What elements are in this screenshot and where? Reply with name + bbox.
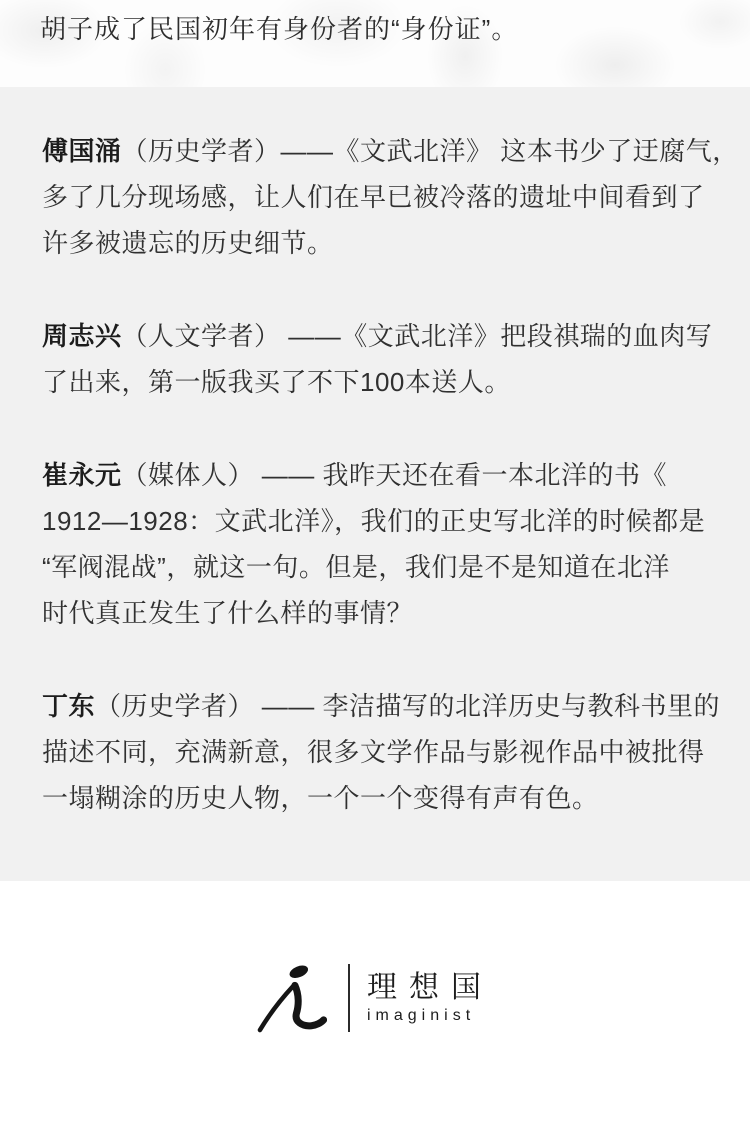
quote-line: “军阀混战”，就这一句。但是，我们是不是知道在北洋 xyxy=(42,552,670,582)
quote-line: 描述不同，充满新意，很多文学作品与影视作品中被批得 xyxy=(42,737,705,767)
quotes-panel xyxy=(0,87,750,881)
quote-author-name: 傅国涌 xyxy=(42,136,122,166)
quote-line-text: （人文学者） ——《文武北洋》把段祺瑞的血肉写 xyxy=(121,321,713,351)
quote-line: 多了几分现场感，让人们在早已被冷落的遗址中间看到了 xyxy=(42,182,705,212)
quote-line: 时代真正发生了什么样的事情？ xyxy=(42,598,414,628)
quote-line xyxy=(42,452,720,498)
hero-caption: 胡子成了民国初年有身份者的“身份证”。 xyxy=(40,14,519,44)
quote-line-text: （历史学者）——《文武北洋》 这本书少了迂腐气， xyxy=(121,136,739,166)
brand-logo xyxy=(0,961,750,1035)
logo-name-en: imaginist xyxy=(367,1006,476,1024)
imaginist-brush-mark-icon xyxy=(257,961,327,1035)
quote-line xyxy=(42,128,739,174)
quote-author-name: 崔永元 xyxy=(42,460,122,490)
hero-photo xyxy=(0,0,750,87)
logo-text xyxy=(367,972,493,1025)
quote-paragraph xyxy=(42,128,739,266)
quote-paragraph xyxy=(42,683,720,821)
quote-author-name: 周志兴 xyxy=(42,321,122,351)
quote-paragraph xyxy=(42,313,720,405)
quote-line: 1912—1928：文武北洋》，我们的正史写北洋的时候都是 xyxy=(42,506,706,536)
quote-line: 许多被遗忘的历史细节。 xyxy=(42,228,334,258)
quote-line xyxy=(42,683,720,729)
quote-line: 了出来，第一版我买了不下100本送人。 xyxy=(42,367,511,397)
quote-author-name: 丁东 xyxy=(42,691,96,721)
quote-line-text: （历史学者） —— 李洁描写的北洋历史与教科书里的 xyxy=(95,691,720,721)
quote-line xyxy=(42,313,720,359)
quote-line-text: （媒体人） —— 我昨天还在看一本北洋的书《 xyxy=(121,460,667,490)
quote-paragraph xyxy=(42,452,720,636)
logo-divider xyxy=(348,964,350,1032)
footer xyxy=(0,881,750,1121)
logo-name-cn: 理想国 xyxy=(367,970,493,1004)
quote-line: 一塌糊涂的历史人物，一个一个变得有声有色。 xyxy=(42,783,599,813)
